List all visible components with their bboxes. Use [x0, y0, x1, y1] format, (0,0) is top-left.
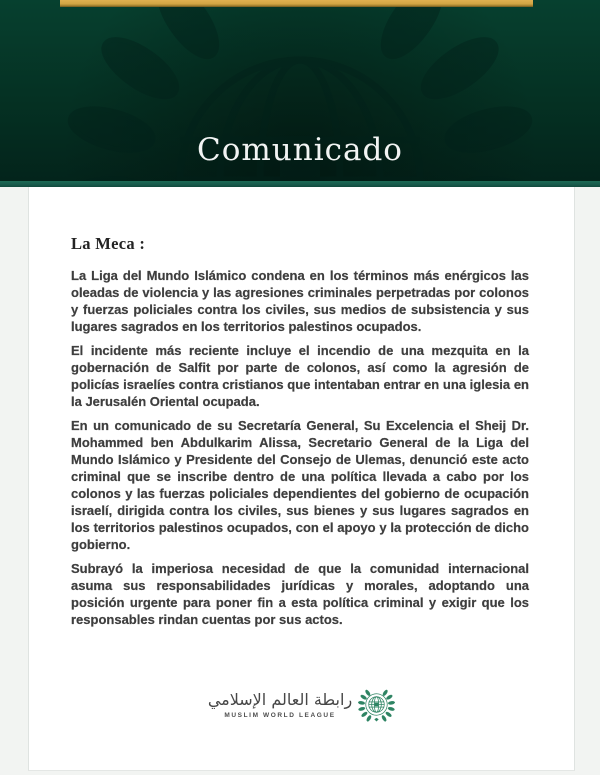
communique-card: [28, 187, 575, 771]
page-title: Comunicado: [197, 132, 403, 168]
logo-arabic-calligraphy: رابطة العالم الإسلامي: [207, 690, 353, 709]
mwl-emblem-icon: [358, 686, 395, 723]
paragraph: Subrayó la imperiosa necesidad de que la comunidad internacional asuma sus responsabilidades jurídicas y morales, adoptando una posición urgente para poner fin a esta política criminal y exigir que los responsables rindan cuentas por sus actos.: [71, 561, 529, 627]
logo-text-block: [208, 690, 352, 719]
paragraph: El incidente más reciente incluye el incendio de una mezquita en la gobernación de Salfit por parte de colonos, así como la agresión de policías israelíes contra cristianos que intentaban entrar en una iglesia en la Jerusalén Oriental ocupada.: [71, 343, 529, 409]
header-banner: [0, 0, 600, 181]
dateline-heading: La Meca :: [71, 234, 146, 253]
organization-logo: [29, 686, 574, 723]
logo-english-name: MUSLIM WORLD LEAGUE: [224, 712, 336, 719]
gold-accent-bar: [60, 0, 533, 7]
paragraph: En un comunicado de su Secretaría General, Su Excelencia el Sheij Dr. Mohammed ben Abdulkarim Alissa, Secretario General de la Liga del Mundo Islámico y Presidente del Consejo de Ulemas, denunció este acto criminal que se inscribe dentro de una política llevada a cabo por los colonos y las fuerzas policiales dependientes del gobierno de ocupación israelí, dirigida contra los civiles, sus bienes y sus lugares sagrados en los territorios palestinos ocupados, con el apoyo y la protección de dicho gobierno.: [71, 418, 529, 552]
page-background: [0, 187, 600, 775]
paragraph: La Liga del Mundo Islámico condena en los términos más enérgicos las oleadas de violencia y las agresiones criminales perpetradas por colonos y fuerzas policiales contra los civiles, sus medios de subsistencia y sus lugares sagrados en los territorios palestinos ocupados.: [71, 268, 529, 334]
